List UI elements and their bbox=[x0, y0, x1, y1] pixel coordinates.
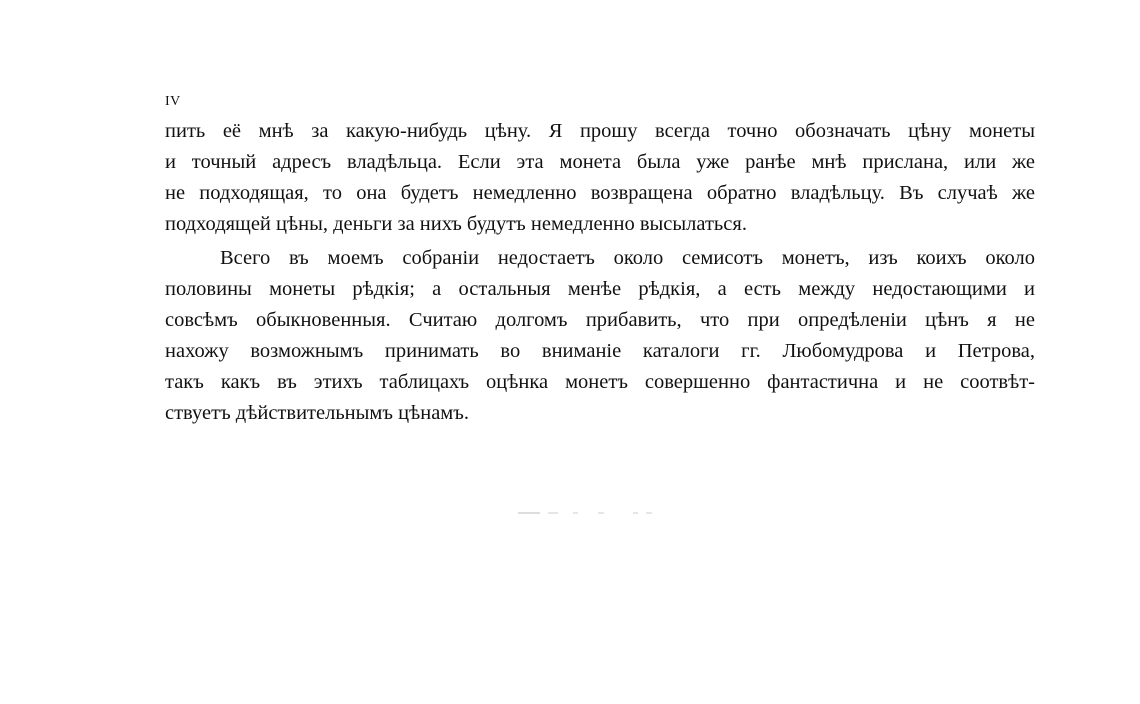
text-line: пить её мнѣ за какую-нибудь цѣну. Я прошу всегда точно обозначать цѣну монеты bbox=[165, 120, 1035, 142]
faded-ornament-icon bbox=[518, 510, 658, 516]
text-line: ствуетъ дѣйствительнымъ цѣнамъ. bbox=[165, 402, 469, 424]
text-line: подходящей цѣны, деньги за нихъ будутъ немедленно высылаться. bbox=[165, 213, 747, 235]
text-line: нахожу возможнымъ принимать во вниманiе каталоги гг. Любомудрова и Петрова, bbox=[165, 340, 1035, 362]
paragraph-1 bbox=[165, 116, 1035, 240]
body-text bbox=[165, 116, 1035, 429]
text-line: и точный адресъ владѣльца. Если эта монета была уже ранѣе мнѣ прислана, или же bbox=[165, 151, 1035, 173]
text-line: совсѣмъ обыкновенныя. Считаю долгомъ прибавить, что при опредѣленiи цѣнъ я не bbox=[165, 309, 1035, 331]
text-line: не подходящая, то она будетъ немедленно возвращена обратно владѣльцу. Въ случаѣ же bbox=[165, 182, 1035, 204]
paragraph-2 bbox=[165, 243, 1035, 429]
text-line: такъ какъ въ этихъ таблицахъ оцѣнка монетъ совершенно фантастична и не соотвѣт- bbox=[165, 371, 1035, 393]
page-number: IV bbox=[165, 94, 181, 109]
text-line: половины монеты рѣдкiя; а остальныя менѣе рѣдкiя, а есть между недостающими и bbox=[165, 278, 1035, 300]
text-line: Всего въ моемъ собранiи недостаетъ около семисотъ монетъ, изъ коихъ около bbox=[220, 247, 1035, 269]
